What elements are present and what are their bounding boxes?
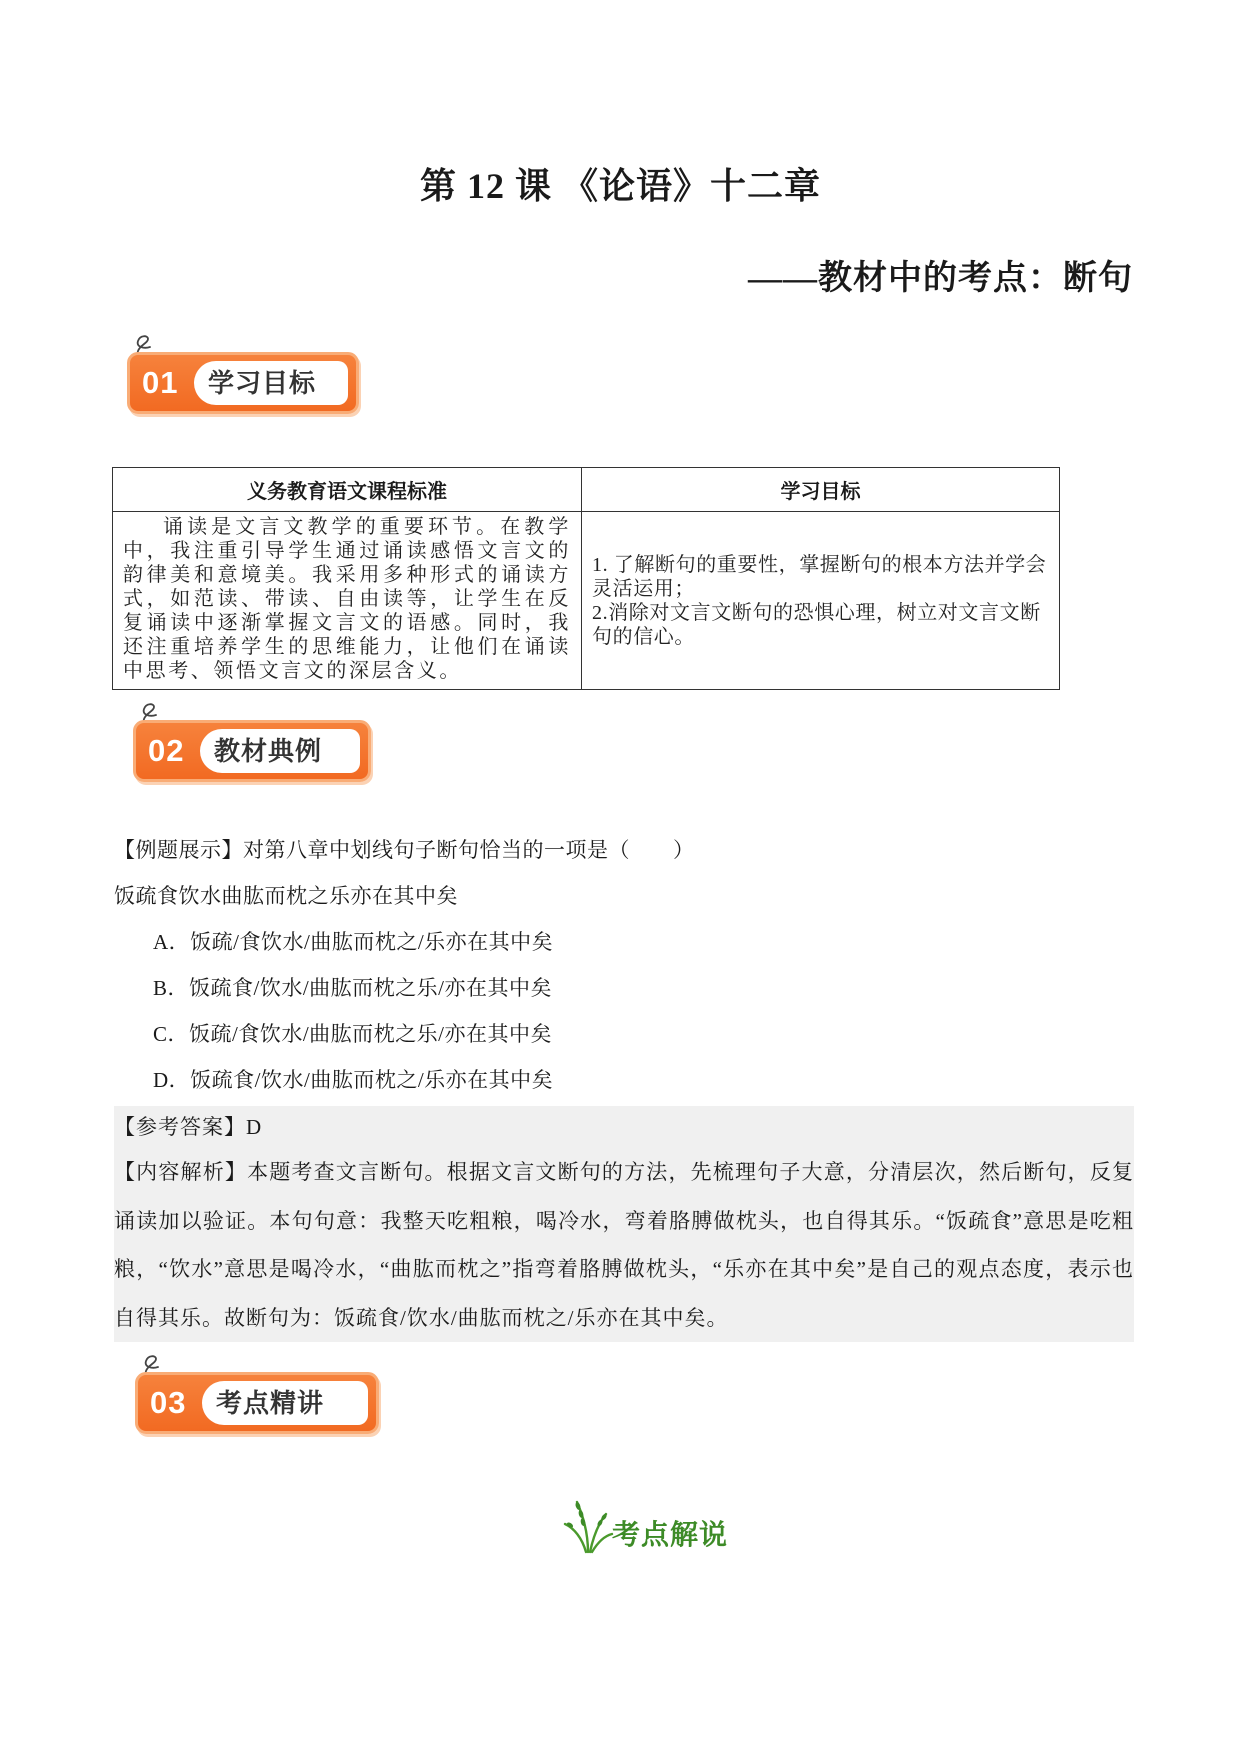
goals-cell xyxy=(582,512,1060,690)
goal-item-2: 2.消除对文言文断句的恐惧心理，树立对文言文断句的信心。 xyxy=(592,601,1041,648)
section-badge-02 xyxy=(131,700,376,790)
badge-body xyxy=(127,352,359,414)
option-d xyxy=(114,1057,1134,1103)
standard-text: 诵读是文言文教学的重要环节。在教学中，我注重引导学生通过诵读感悟文言文的韵律美和意境美。我采用多种形式的诵读方式，如范读、带读、自由读等，让学生在反复诵读中逐渐掌握文言文的语感。同时，我还注重培养学生的思维能力，让他们在诵读中思考、领悟文言文的深层含义。 xyxy=(123,516,571,682)
example-question-line xyxy=(114,827,1134,873)
section-label: 考点精讲 xyxy=(216,1388,325,1418)
option-letter: B． xyxy=(153,976,190,1000)
section-number: 03 xyxy=(150,1385,187,1420)
option-text: 饭疏食/饮水/曲肱而枕之/乐亦在其中矣 xyxy=(190,1068,554,1092)
analysis-tag: 【内容解析】 xyxy=(114,1160,248,1184)
header-goals: 学习目标 xyxy=(582,468,1060,512)
example-block xyxy=(114,827,1134,1103)
badge-label-pill xyxy=(194,361,348,405)
answer-value: D xyxy=(246,1115,263,1139)
section-label: 学习目标 xyxy=(208,368,317,398)
table-row xyxy=(113,512,1060,690)
objectives-table xyxy=(112,467,1060,690)
option-c xyxy=(114,1011,1134,1057)
header-standard: 义务教育语文课程标准 xyxy=(113,468,582,512)
section-label: 教材典例 xyxy=(214,736,323,766)
standard-cell xyxy=(113,512,582,690)
option-a xyxy=(114,919,1134,965)
section-badge-03 xyxy=(133,1352,385,1442)
page-subtitle: ——教材中的考点：断句 xyxy=(748,260,1133,297)
section-number: 01 xyxy=(142,365,179,400)
answer-tag: 【参考答案】 xyxy=(114,1115,246,1139)
section-number: 02 xyxy=(148,733,185,768)
option-letter: C． xyxy=(153,1022,190,1046)
kaodian-heading xyxy=(562,1494,742,1554)
page-title: 第 12 课 《论语》十二章 xyxy=(419,166,821,206)
answer-line xyxy=(114,1106,1134,1148)
option-letter: A． xyxy=(153,930,191,954)
wheat-grass-icon xyxy=(562,1494,614,1554)
badge-label-pill xyxy=(202,1381,368,1425)
table-header-row xyxy=(113,468,1060,512)
option-letter: D． xyxy=(153,1068,191,1092)
analysis-paragraph xyxy=(114,1148,1134,1342)
option-b xyxy=(114,965,1134,1011)
example-question: 对第八章中划线句子断句恰当的一项是（ ） xyxy=(243,838,695,862)
kaodian-label: 考点解说 xyxy=(612,1519,729,1550)
goal-item-1: 1. 了解断句的重要性，掌握断句的根本方法并学会灵活运用； xyxy=(592,553,1047,600)
example-sentence: 饭疏食饮水曲肱而枕之乐亦在其中矣 xyxy=(114,884,458,908)
badge-label-pill xyxy=(200,729,360,773)
section-badge-01 xyxy=(125,332,365,422)
badge-body xyxy=(133,720,371,782)
option-text: 饭疏/食饮水/曲肱而枕之/乐亦在其中矣 xyxy=(190,930,554,954)
option-text: 饭疏食/饮水/曲肱而枕之乐/亦在其中矣 xyxy=(189,976,553,1000)
badge-body xyxy=(135,1372,379,1434)
example-tag: 【例题展示】 xyxy=(114,838,243,862)
analysis-text: 本题考查文言断句。根据文言文断句的方法，先梳理句子大意，分清层次，然后断句，反复诵读加以验证。本句句意：我整天吃粗粮，喝冷水，弯着胳膊做枕头，也自得其乐。“饭疏食”意思是吃粗粮，“饮水”意思是喝冷水，“曲肱而枕之”指弯着胳膊做枕头，“乐亦在其中矣”是自己的观点态度，表示也自得其乐。故断句为：饭疏食/饮水/曲肱而枕之/乐亦在其中矣。 xyxy=(114,1160,1135,1330)
option-text: 饭疏/食饮水/曲肱而枕之乐/亦在其中矣 xyxy=(189,1022,553,1046)
answer-analysis-box xyxy=(114,1106,1134,1342)
